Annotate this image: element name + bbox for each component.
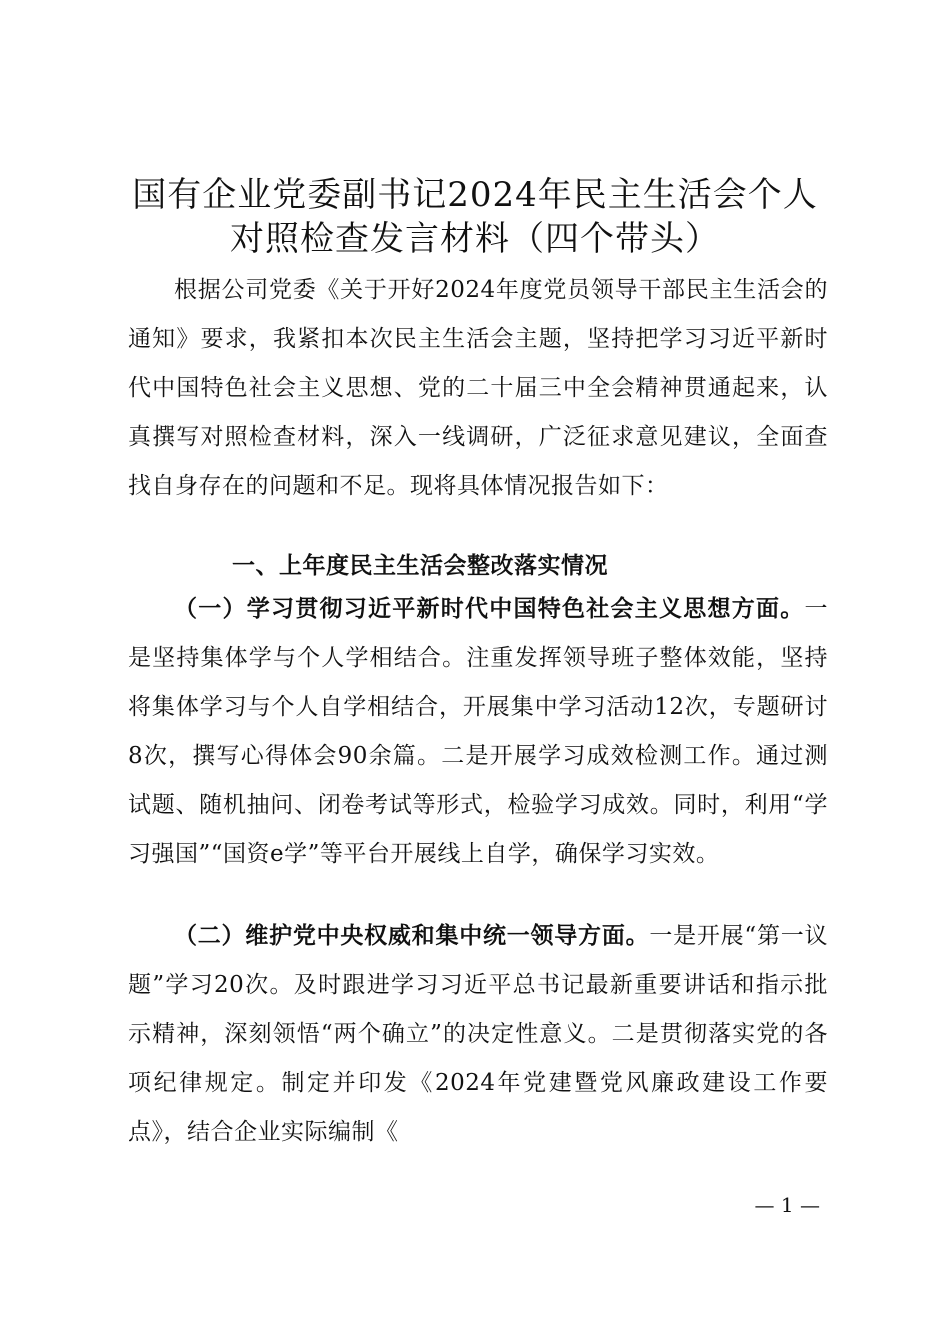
page-number: — 1 — [754, 1193, 820, 1217]
subsection-1-body: 一是坚持集体学与个人学相结合。注重发挥领导班子整体效能，坚持将集体学习与个人自学相结合，开展集中学习活动12次，专题研讨8次，撰写心得体会90余篇。二是开展学习成效检测工作。通过测试题、随机抽问、闭卷考试等形式，检验学习成效。同时，利用“学习强国”“国资e学”等平台开展线上自学，确保学习实效。 [128, 596, 828, 867]
subsection-2-paragraph [128, 911, 828, 1157]
document-title-line-2: 对照检查发言材料（四个带头） [230, 219, 720, 259]
subsection-1-heading: （一）学习贯彻习近平新时代中国特色社会主义思想方面。 [174, 595, 805, 622]
subsection-2-body: 一是开展“第一议题”学习20次。及时跟进学习习近平总书记最新重要讲话和指示批示精神，深刻领悟“两个确立”的决定性意义。二是贯彻落实党的各项纪律规定。制定并印发《2024年党建暨党风廉政建设工作要点》，结合企业实际编制《 [128, 923, 828, 1145]
subsection-1-paragraph [128, 584, 828, 879]
intro-paragraph: 根据公司党委《关于开好2024年度党员领导干部民主生活会的通知》要求，我紧扣本次民主生活会主题，坚持把学习习近平新时代中国特色社会主义思想、党的二十届三中全会精神贯通起来，认真撰写对照检查材料，深入一线调研，广泛征求意见建议，全面查找自身存在的问题和不足。现将具体情况报告如下： [128, 277, 828, 499]
intro-section [128, 266, 828, 511]
section-heading-1: 一、上年度民主生活会整改落实情况 [232, 553, 608, 579]
subsection-1 [128, 584, 828, 879]
subsection-2 [128, 911, 828, 1157]
subsection-2-heading: （二）维护党中央权威和集中统一领导方面。 [174, 922, 650, 949]
document-title-line-1: 国有企业党委副书记2024年民主生活会个人 [132, 175, 818, 215]
